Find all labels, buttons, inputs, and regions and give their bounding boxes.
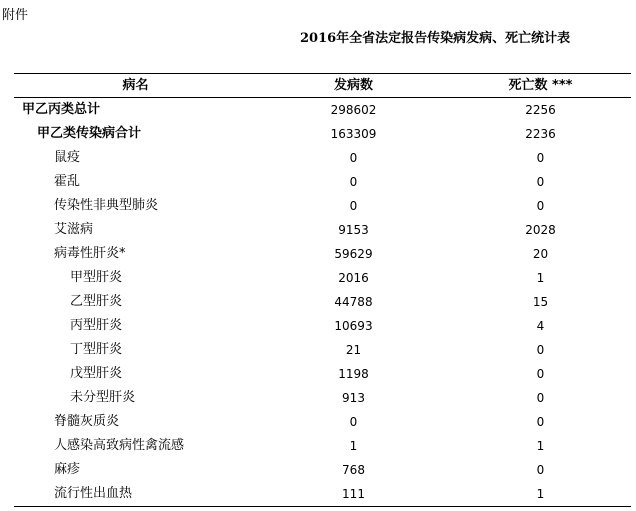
row-deaths: 0 bbox=[536, 391, 545, 405]
table-row bbox=[14, 362, 631, 386]
row-cases: 10693 bbox=[334, 319, 373, 333]
header-deaths: 死亡数 *** bbox=[508, 78, 573, 93]
table-header bbox=[14, 74, 631, 98]
row-deaths: 2256 bbox=[525, 103, 556, 117]
row-name: 丁型肝炎 bbox=[70, 342, 123, 357]
row-deaths: 15 bbox=[532, 295, 549, 309]
row-cases: 59629 bbox=[334, 247, 373, 261]
row-name: 流行性出血热 bbox=[54, 486, 133, 501]
row-deaths: 1 bbox=[536, 439, 545, 453]
row-name: 戊型肝炎 bbox=[70, 366, 123, 381]
row-deaths: 2028 bbox=[525, 223, 556, 237]
row-deaths: 0 bbox=[536, 199, 545, 213]
row-name: 人感染高致病性禽流感 bbox=[54, 438, 185, 453]
row-deaths: 0 bbox=[536, 343, 545, 357]
row-name: 未分型肝炎 bbox=[70, 390, 136, 405]
table-row bbox=[14, 98, 631, 122]
row-deaths: 1 bbox=[536, 271, 545, 285]
row-name: 霍乱 bbox=[54, 174, 81, 189]
row-cases: 111 bbox=[342, 487, 365, 501]
row-name: 甲乙丙类总计 bbox=[22, 102, 101, 117]
row-cases: 0 bbox=[349, 151, 358, 165]
row-name: 丙型肝炎 bbox=[70, 318, 123, 333]
row-cases: 1198 bbox=[338, 367, 369, 381]
header-cases: 发病数 bbox=[333, 78, 373, 93]
table-row bbox=[14, 242, 631, 266]
table-row bbox=[14, 410, 631, 434]
row-name: 病毒性肝炎* bbox=[54, 246, 126, 261]
table-row bbox=[14, 482, 631, 506]
table-row bbox=[14, 386, 631, 410]
table-row bbox=[14, 218, 631, 242]
row-cases: 298602 bbox=[330, 103, 377, 117]
row-deaths: 2236 bbox=[525, 127, 556, 141]
row-name: 艾滋病 bbox=[54, 222, 94, 237]
row-name: 麻疹 bbox=[54, 462, 81, 477]
attachment-label: 附件 bbox=[2, 8, 29, 23]
row-cases: 21 bbox=[345, 343, 362, 357]
table-row bbox=[14, 434, 631, 458]
statistics-table bbox=[14, 73, 631, 507]
row-cases: 0 bbox=[349, 199, 358, 213]
row-cases: 913 bbox=[342, 391, 365, 405]
row-name: 传染性非典型肺炎 bbox=[54, 198, 159, 213]
row-cases: 2016 bbox=[338, 271, 369, 285]
row-deaths: 1 bbox=[536, 487, 545, 501]
table-row bbox=[14, 458, 631, 482]
table-row bbox=[14, 266, 631, 290]
table-row bbox=[14, 194, 631, 218]
table-row bbox=[14, 146, 631, 170]
row-name: 甲乙类传染病合计 bbox=[37, 126, 142, 141]
table-row bbox=[14, 122, 631, 146]
row-cases: 44788 bbox=[334, 295, 373, 309]
table-row bbox=[14, 290, 631, 314]
table-row bbox=[14, 338, 631, 362]
row-deaths: 0 bbox=[536, 175, 545, 189]
row-name: 鼠疫 bbox=[54, 150, 81, 165]
row-cases: 0 bbox=[349, 415, 358, 429]
row-cases: 9153 bbox=[338, 223, 369, 237]
table-row bbox=[14, 314, 631, 338]
row-deaths: 0 bbox=[536, 415, 545, 429]
table-row bbox=[14, 170, 631, 194]
row-name: 脊髓灰质炎 bbox=[54, 414, 120, 429]
row-deaths: 0 bbox=[536, 151, 545, 165]
page-title: 2016年全省法定报告传染病发病、死亡统计表 bbox=[300, 31, 571, 46]
row-cases: 0 bbox=[349, 175, 358, 189]
row-cases: 1 bbox=[349, 439, 358, 453]
header-name: 病名 bbox=[122, 78, 149, 93]
row-name: 甲型肝炎 bbox=[70, 270, 123, 285]
row-deaths: 0 bbox=[536, 463, 545, 477]
row-cases: 163309 bbox=[330, 127, 377, 141]
row-deaths: 20 bbox=[532, 247, 549, 261]
row-cases: 768 bbox=[342, 463, 365, 477]
row-deaths: 4 bbox=[536, 319, 545, 333]
row-deaths: 0 bbox=[536, 367, 545, 381]
row-name: 乙型肝炎 bbox=[70, 294, 123, 309]
